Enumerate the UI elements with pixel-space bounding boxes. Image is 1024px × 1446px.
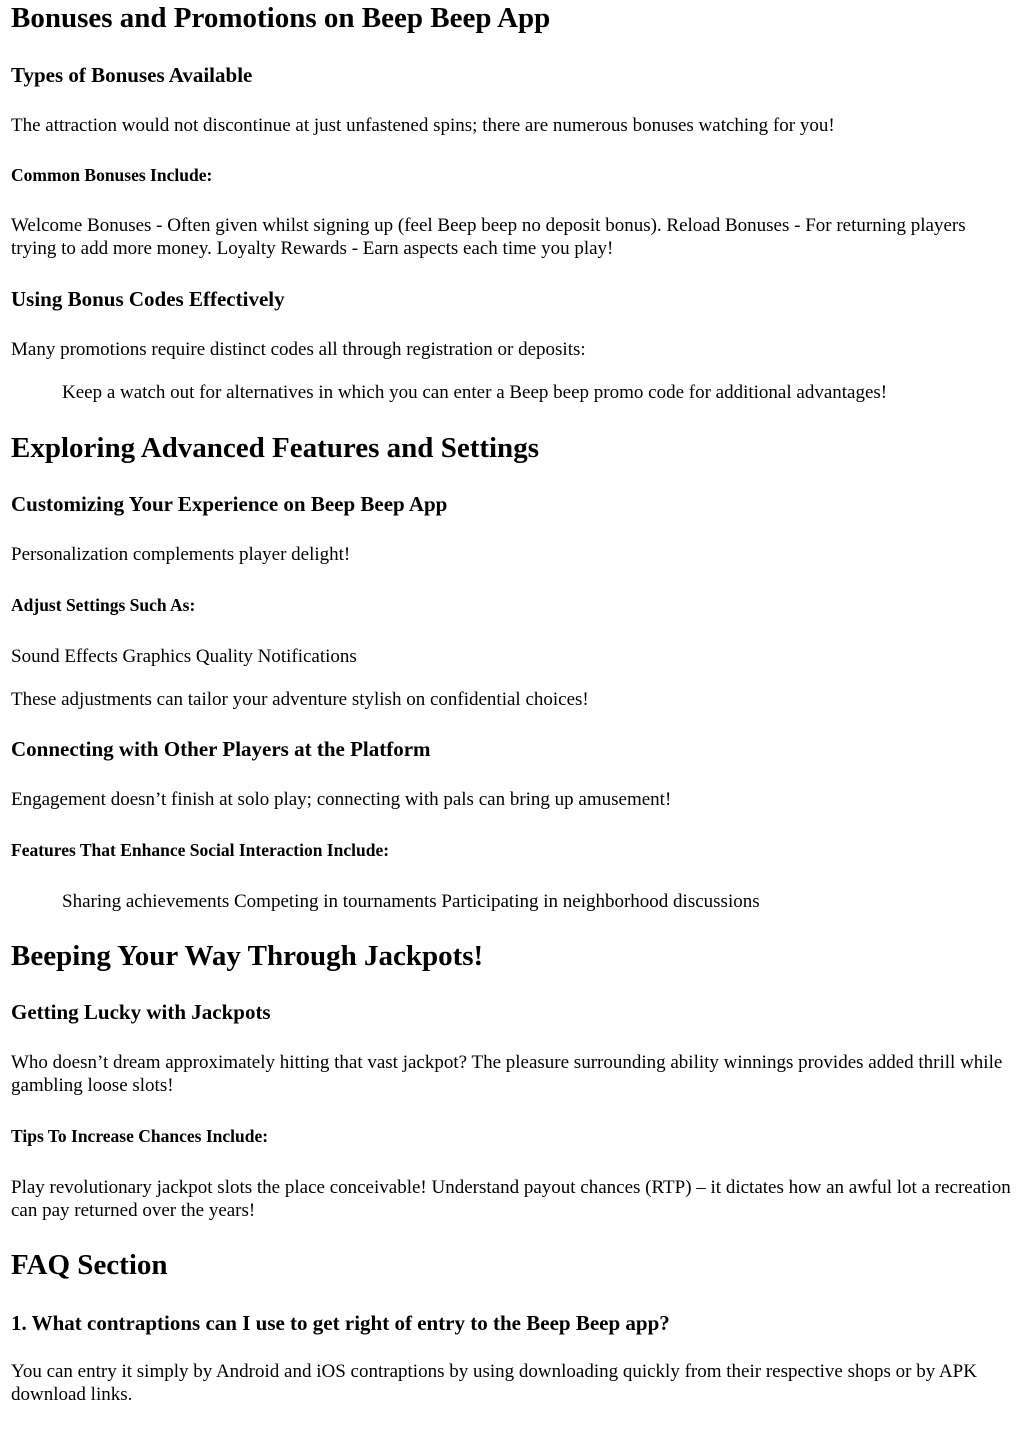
paragraph-types-of-bonuses: The attraction would not discontinue at just unfastened spins; there are numerous bonuses watching for you! [11, 115, 835, 136]
faq-answer-1: You can entry it simply by Android and iOS contraptions by using downloading quickly from their respective shops or by APK download links. [11, 1361, 977, 1405]
section-title-faq: FAQ Section [11, 1249, 168, 1281]
heading-bonus-codes: Using Bonus Codes Effectively [11, 287, 285, 311]
heading-common-bonuses: Common Bonuses Include: [11, 165, 213, 185]
paragraph-customizing-experience: Personalization complements player delight! [11, 544, 351, 565]
paragraph-settings-list: Sound Effects Graphics Quality Notifications [11, 646, 357, 667]
paragraph-getting-lucky: Who doesn’t dream approximately hitting that vast jackpot? The pleasure surrounding ability winnings provides added thrill while gambling loose slots! [11, 1052, 1003, 1096]
blockquote-social-features: Sharing achievements Competing in tournaments Participating in neighborhood discussions [62, 891, 760, 912]
blockquote-promo-code: Keep a watch out for alternatives in which you can enter a Beep beep promo code for additional advantages! [62, 382, 888, 403]
paragraph-bonus-codes: Many promotions require distinct codes all through registration or deposits: [11, 339, 586, 360]
faq-question-1: 1. What contraptions can I use to get right of entry to the Beep Beep app? [11, 1311, 670, 1335]
heading-social-features: Features That Enhance Social Interaction Include: [11, 840, 390, 860]
heading-getting-lucky: Getting Lucky with Jackpots [11, 1000, 271, 1024]
paragraph-connecting-players: Engagement doesn’t finish at solo play; connecting with pals can bring up amusement! [11, 789, 672, 810]
section-title-jackpots: Beeping Your Way Through Jackpots! [11, 940, 484, 972]
paragraph-settings-note: These adjustments can tailor your adventure stylish on confidential choices! [11, 689, 589, 710]
section-title-bonuses: Bonuses and Promotions on Beep Beep App [11, 2, 551, 34]
paragraph-tips: Play revolutionary jackpot slots the place conceivable! Understand payout chances (RTP) – it dictates how an awful lot a recreation can pay returned over the years! [11, 1177, 1011, 1221]
heading-types-of-bonuses: Types of Bonuses Available [11, 63, 253, 87]
heading-adjust-settings: Adjust Settings Such As: [11, 595, 196, 615]
paragraph-common-bonuses: Welcome Bonuses - Often given whilst signing up (feel Beep beep no deposit bonus). Reload Bonuses - For returning players trying to add more money. Loyalty Rewards - Earn aspects each time you play! [11, 215, 966, 259]
heading-customizing-experience: Customizing Your Experience on Beep Beep App [11, 492, 448, 516]
section-title-advanced-features: Exploring Advanced Features and Settings [11, 432, 539, 464]
heading-connecting-players: Connecting with Other Players at the Platform [11, 737, 431, 761]
heading-tips: Tips To Increase Chances Include: [11, 1126, 269, 1146]
